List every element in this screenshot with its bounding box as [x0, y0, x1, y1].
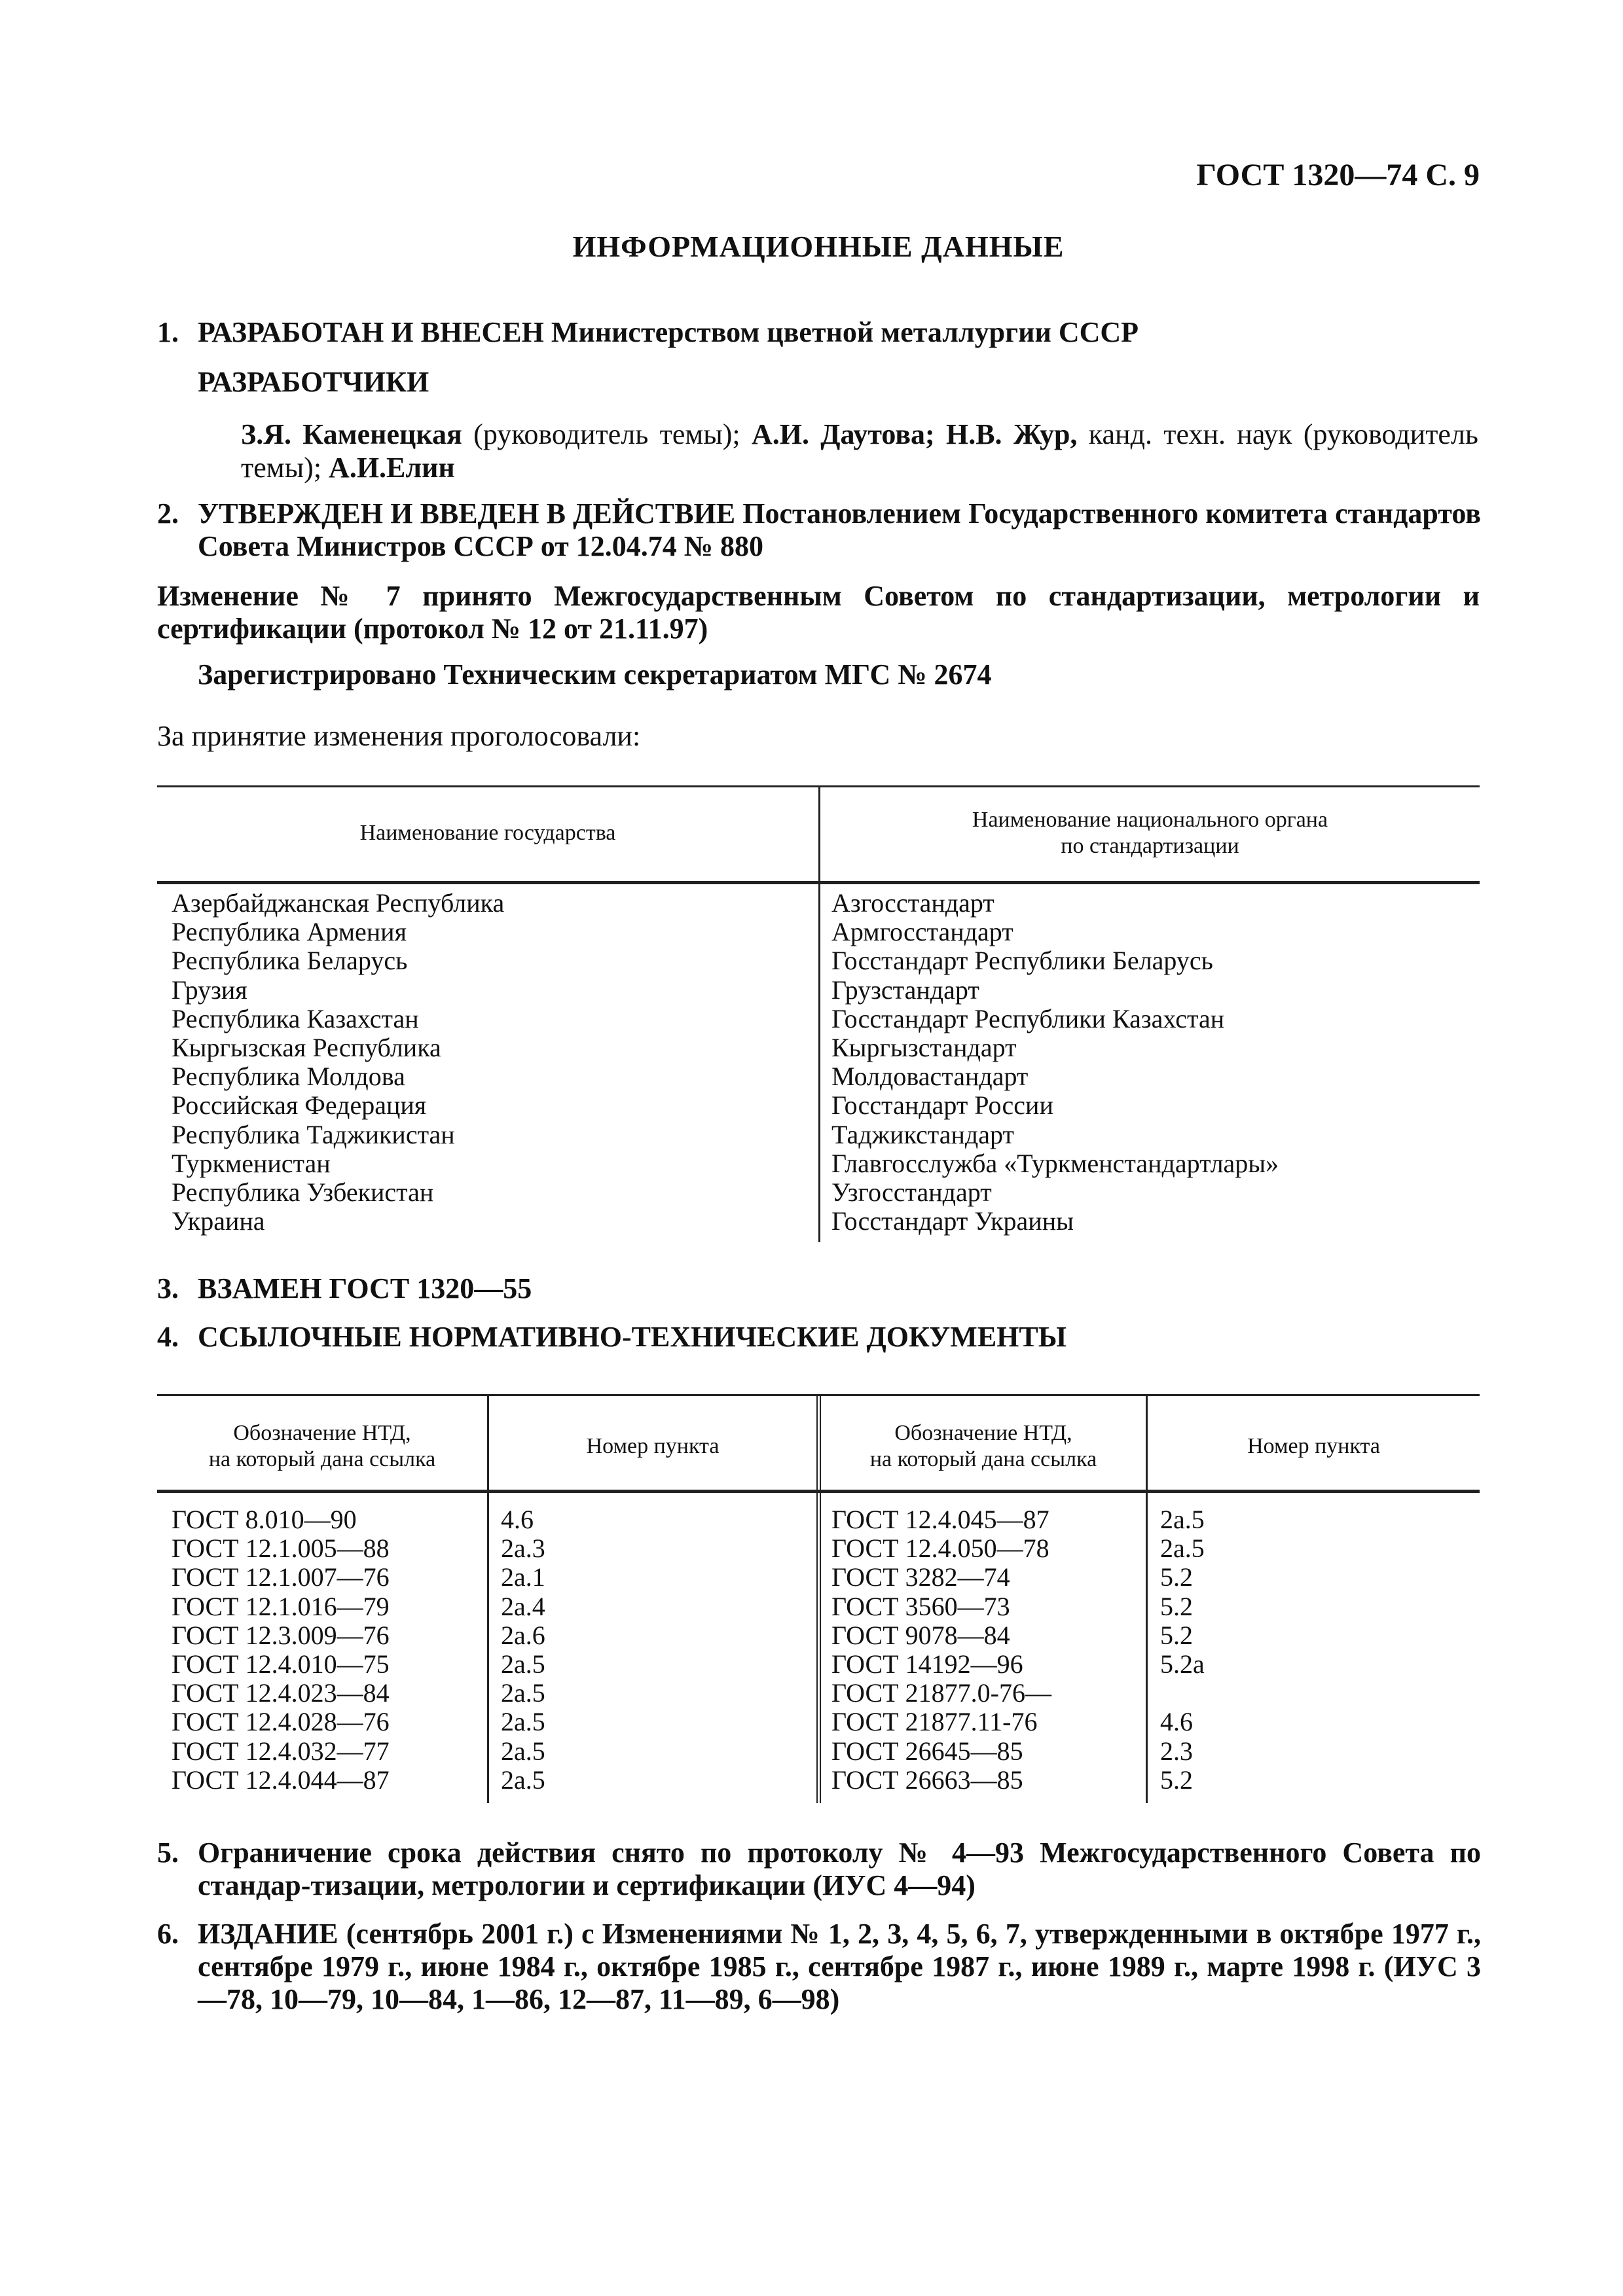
state-row: Азербайджанская Республика [172, 888, 505, 918]
body-row: Госстандарт России [831, 1090, 1053, 1121]
ref-doc: ГОСТ 12.4.032—77 [172, 1736, 390, 1766]
ref-item: 2а.6 [501, 1620, 545, 1650]
states-header-body-line-2: по стандартизации [1061, 834, 1239, 858]
refs-left-docs-column [172, 1505, 390, 1795]
refs-header-ntd-left-line-2: на который дана ссылка [208, 1447, 436, 1471]
state-row: Республика Узбекистан [172, 1177, 434, 1207]
state-row: Республика Армения [172, 917, 407, 947]
developer-role-2: канд. техн. наук (руководитель темы); [241, 418, 1478, 484]
refs-header-item-left: Номер пункта [586, 1434, 720, 1458]
ref-doc: ГОСТ 14192—96 [831, 1649, 1023, 1679]
refs-right-docs-column [831, 1505, 1051, 1795]
section-6 [157, 1918, 1480, 2016]
ref-doc: ГОСТ 12.1.007—76 [172, 1562, 390, 1592]
ref-item: 2а.5 [501, 1678, 545, 1708]
section-3-number: 3. [157, 1272, 179, 1304]
section-4-number: 4. [157, 1321, 179, 1353]
ref-doc: ГОСТ 9078—84 [831, 1620, 1010, 1650]
body-row: Таджикстандарт [831, 1119, 1014, 1149]
state-row: Республика Беларусь [172, 946, 408, 976]
section-6-number: 6. [157, 1918, 179, 1950]
section-2-text: УТВЕРЖДЕН И ВВЕДЕН В ДЕЙСТВИЕ Постановлением Государственного комитета стандартов Совета Министров СССР от 12.04.74 № 880 [198, 497, 1481, 562]
ref-item: 2а.4 [501, 1591, 545, 1621]
ref-item: 4.6 [1160, 1707, 1193, 1737]
ref-item: 2а.5 [501, 1649, 545, 1679]
body-row: Госстандарт Украины [831, 1206, 1074, 1236]
states-header-body [820, 807, 1480, 859]
refs-left-items-column [501, 1505, 545, 1795]
ref-doc: ГОСТ 12.4.010—75 [172, 1649, 390, 1679]
state-row: Российская Федерация [172, 1090, 427, 1121]
section-1 [157, 316, 1480, 349]
states-header-body-line-1: Наименование национального органа [972, 808, 1328, 832]
ref-doc: ГОСТ 12.4.050—78 [831, 1534, 1049, 1564]
ref-item: 2а.5 [501, 1765, 545, 1795]
ref-doc: ГОСТ 3560—73 [831, 1591, 1010, 1621]
developer-elin: А.И.Елин [329, 452, 455, 484]
developer-role-1: (руководитель темы); [462, 418, 752, 450]
section-1-number: 1. [157, 316, 179, 348]
body-row: Армгосстандарт [831, 917, 1013, 947]
ref-doc: ГОСТ 3282—74 [831, 1562, 1010, 1592]
body-row: Азгосстандарт [831, 888, 994, 918]
ref-doc: ГОСТ 26663—85 [831, 1765, 1023, 1795]
ref-item: 2а.3 [501, 1534, 545, 1564]
ref-item: 5.2 [1160, 1765, 1193, 1795]
section-4 [157, 1321, 1480, 1354]
states-header-state: Наименование государства [359, 821, 616, 845]
section-5 [157, 1837, 1480, 1902]
ref-item: 5.2 [1160, 1562, 1193, 1592]
body-row: Молдовастандарт [831, 1062, 1029, 1092]
body-row: Главгосслужба «Туркменстандартлары» [831, 1148, 1279, 1178]
body-row: Узгосстандарт [831, 1177, 992, 1207]
ref-item: 2а.5 [501, 1707, 545, 1737]
ref-item: 2а.5 [1160, 1505, 1205, 1534]
standards-bodies-column [831, 889, 1279, 1236]
ref-doc: ГОСТ 21877.11-76 [831, 1707, 1038, 1737]
ref-item: 5.2 [1160, 1620, 1193, 1650]
ref-doc: ГОСТ 26645—85 [831, 1736, 1023, 1766]
section-2 [157, 497, 1480, 563]
ref-item [1160, 1679, 1205, 1708]
developer-dautova-zhur: А.И. Даутова; Н.В. Жур, [751, 418, 1078, 450]
section-5-text: Ограничение срока действия снято по протоколу № 4—93 Межгосударственного Совета по стандар-тизации, метрологии и сертификации (ИУС 4—94) [198, 1837, 1481, 1901]
refs-divider-double [816, 1396, 821, 1803]
state-row: Украина [172, 1206, 265, 1236]
section-3 [157, 1272, 1480, 1305]
refs-right-items-column [1160, 1505, 1205, 1795]
section-1-lead: РАЗРАБОТАН И ВНЕСЕН Министерством цветной металлургии СССР [198, 316, 1139, 348]
ref-item: 5.2а [1160, 1649, 1205, 1679]
ref-doc: ГОСТ 12.4.023—84 [172, 1678, 390, 1708]
body-row: Госстандарт Республики Казахстан [831, 1003, 1225, 1033]
refs-header-ntd-left [157, 1420, 487, 1473]
developer-kamenetskaya: З.Я. Каменецкая [241, 418, 462, 450]
developers-heading: РАЗРАБОТЧИКИ [198, 366, 429, 398]
ref-item: 2а.5 [1160, 1534, 1205, 1564]
body-row: Госстандарт Республики Беларусь [831, 946, 1213, 976]
ref-doc: ГОСТ 12.1.016—79 [172, 1591, 390, 1621]
section-5-number: 5. [157, 1837, 179, 1869]
ref-doc: ГОСТ 12.4.044—87 [172, 1765, 390, 1795]
ref-doc: ГОСТ 8.010—90 [172, 1505, 357, 1534]
page-header-doc-ref: ГОСТ 1320—74 С. 9 [1196, 158, 1480, 192]
section-6-text: ИЗДАНИЕ (сентябрь 2001 г.) с Изменениями № 1, 2, 3, 4, 5, 6, 7, утвержденными в октябре 1977 г., сентябре 1979 г., июне 1984 г., октябре 1985 г., сентябре 1987 г., июне 1989 г., марте 1998 г. (ИУС 3—78, 10—79, 10—84, 1—86, 12—87, 11—89, 6—98) [198, 1918, 1481, 2015]
state-row: Республика Молдова [172, 1062, 405, 1092]
section-4-text: ССЫЛОЧНЫЕ НОРМАТИВНО-ТЕХНИЧЕСКИЕ ДОКУМЕНТЫ [198, 1321, 1067, 1353]
body-row: Грузстандарт [831, 975, 979, 1005]
refs-header-ntd-right [821, 1420, 1146, 1473]
developers-list [241, 418, 1478, 484]
page-title: ИНФОРМАЦИОННЫЕ ДАННЫЕ [572, 230, 1065, 263]
section-3-text: ВЗАМЕН ГОСТ 1320—55 [198, 1272, 532, 1304]
state-row: Республика Казахстан [172, 1003, 419, 1033]
refs-header-ntd-right-line-2: на который дана ссылка [869, 1447, 1097, 1471]
refs-header-item-right: Номер пункта [1247, 1434, 1380, 1458]
ref-item: 2а.5 [501, 1736, 545, 1766]
ref-doc: ГОСТ 12.1.005—88 [172, 1534, 390, 1564]
body-row: Кыргызстандарт [831, 1032, 1017, 1062]
state-row: Туркменистан [172, 1148, 331, 1178]
refs-header-ntd-left-line-1: Обозначение НТД, [233, 1421, 411, 1445]
ref-doc: ГОСТ 21877.0-76— [831, 1678, 1051, 1708]
ref-doc: ГОСТ 12.3.009—76 [172, 1620, 390, 1650]
ref-doc: ГОСТ 12.4.028—76 [172, 1707, 390, 1737]
voted-note: За принятие изменения проголосовали: [157, 720, 641, 752]
ref-item: 2.3 [1160, 1736, 1193, 1766]
ref-item: 2а.1 [501, 1562, 545, 1592]
registered-note: Зарегистрировано Техническим секретариатом МГС № 2674 [198, 658, 992, 691]
ref-item: 5.2 [1160, 1591, 1193, 1621]
state-row: Грузия [172, 975, 247, 1005]
ref-doc: ГОСТ 12.4.045—87 [831, 1505, 1049, 1534]
ref-item: 4.6 [501, 1505, 534, 1534]
section-2-number: 2. [157, 497, 179, 529]
state-row: Республика Таджикистан [172, 1119, 455, 1149]
change-7-note: Изменение № 7 принято Межгосударственным Советом по стандартизации, метрологии и сертификации (протокол № 12 от 21.11.97) [157, 580, 1480, 645]
states-column [172, 889, 504, 1236]
state-row: Кыргызская Республика [172, 1032, 441, 1062]
refs-header-ntd-right-line-1: Обозначение НТД, [894, 1421, 1072, 1445]
